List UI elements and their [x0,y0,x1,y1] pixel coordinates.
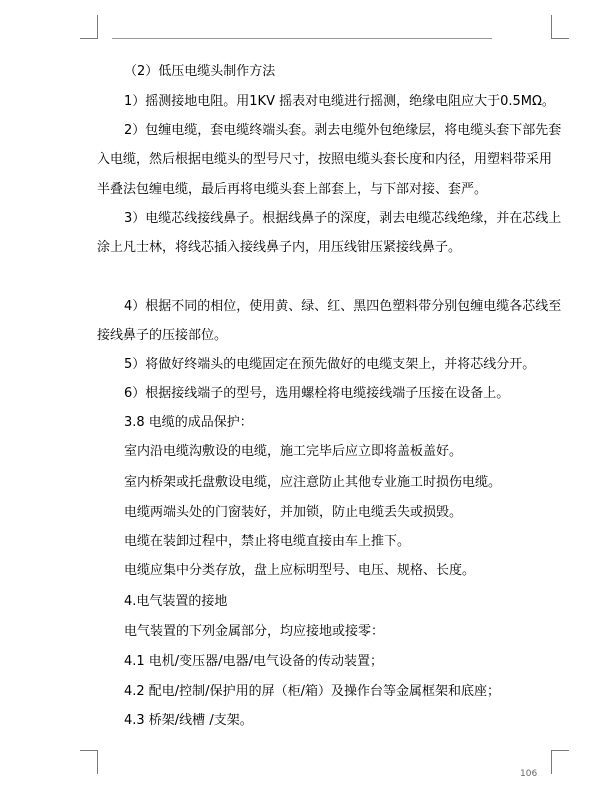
text-line: 涂上凡士林，将线芯插入接线鼻子内，用压线钳压紧接线鼻子。 [97,240,462,255]
subsection-heading: 3.8 电缆的成品保护： [124,415,253,430]
text-line: 半叠法包缠电缆，最后再将电缆头套上部套上，与下部对接、套严。 [97,182,488,197]
crop-mark-top-left-vertical [97,15,98,39]
crop-mark-top-left-horizontal [80,38,98,39]
crop-mark-bottom-right-horizontal [551,750,569,751]
text-line: 电缆应集中分类存放，盘上应标明型号、电压、规格、长度。 [124,563,476,578]
text-line: 接线鼻子的压接部位。 [97,328,228,343]
text-line: 4）根据不同的相位，使用黄、绿、红、黑四色塑料带分别包缠电缆各芯线至 [124,299,562,314]
text-line: 3）电缆芯线接线鼻子。根据线鼻子的深度，剥去电缆芯线绝缘，并在芯线上 [124,211,562,226]
list-item: 4.3 桥架/线槽 /支架。 [124,713,253,728]
text-line: 室内桥架或托盘敷设电缆，应注意防止其他专业施工时损伤电缆。 [124,475,502,490]
text-line: 1）摇测接地电阻。用1KV 摇表对电缆进行摇测，绝缘电阻应大于0.5MΩ。 [124,94,555,109]
text-line: 2）包缠电缆，套电缆终端头套。剥去电缆外包绝缘层，将电缆头套下部先套 [124,123,562,138]
list-item: 4.2 配电/控制/保护用的屏（柜/箱）及操作台等金属框架和底座； [124,684,500,699]
header-rule [112,38,492,39]
crop-mark-bottom-right-vertical [551,750,552,774]
text-line: 室内沿电缆沟敷设的电缆，施工完毕后应立即将盖板盖好。 [124,444,463,459]
text-line: 6）根据接线端子的型号，选用螺栓将电缆接线端子压接在设备上。 [124,386,510,401]
section-heading: 4.电气装置的接地 [124,594,228,609]
crop-mark-top-right-horizontal [551,38,569,39]
text-line: 5）将做好终端头的电缆固定在预先做好的电缆支架上，并将芯线分开。 [124,357,536,372]
list-item: 4.1 电机/变压器/电器/电气设备的传动装置； [124,654,383,669]
section-heading: （2）低压电缆头制作方法 [124,64,276,79]
text-line: 电气装置的下列金属部分，均应接地或接零： [124,624,385,639]
text-line: 电缆两端头处的门窗装好，并加锁，防止电缆丢失或损毁。 [124,505,463,520]
page-number: 106 [520,769,538,779]
text-line: 入电缆，然后根据电缆头的型号尺寸，按照电缆头套长度和内径，用塑料带采用 [97,152,553,167]
text-line: 电缆在装卸过程中，禁止将电缆直接由车上推下。 [124,534,411,549]
crop-mark-bottom-left-horizontal [80,750,98,751]
crop-mark-top-right-vertical [551,15,552,39]
crop-mark-bottom-left-vertical [97,750,98,774]
